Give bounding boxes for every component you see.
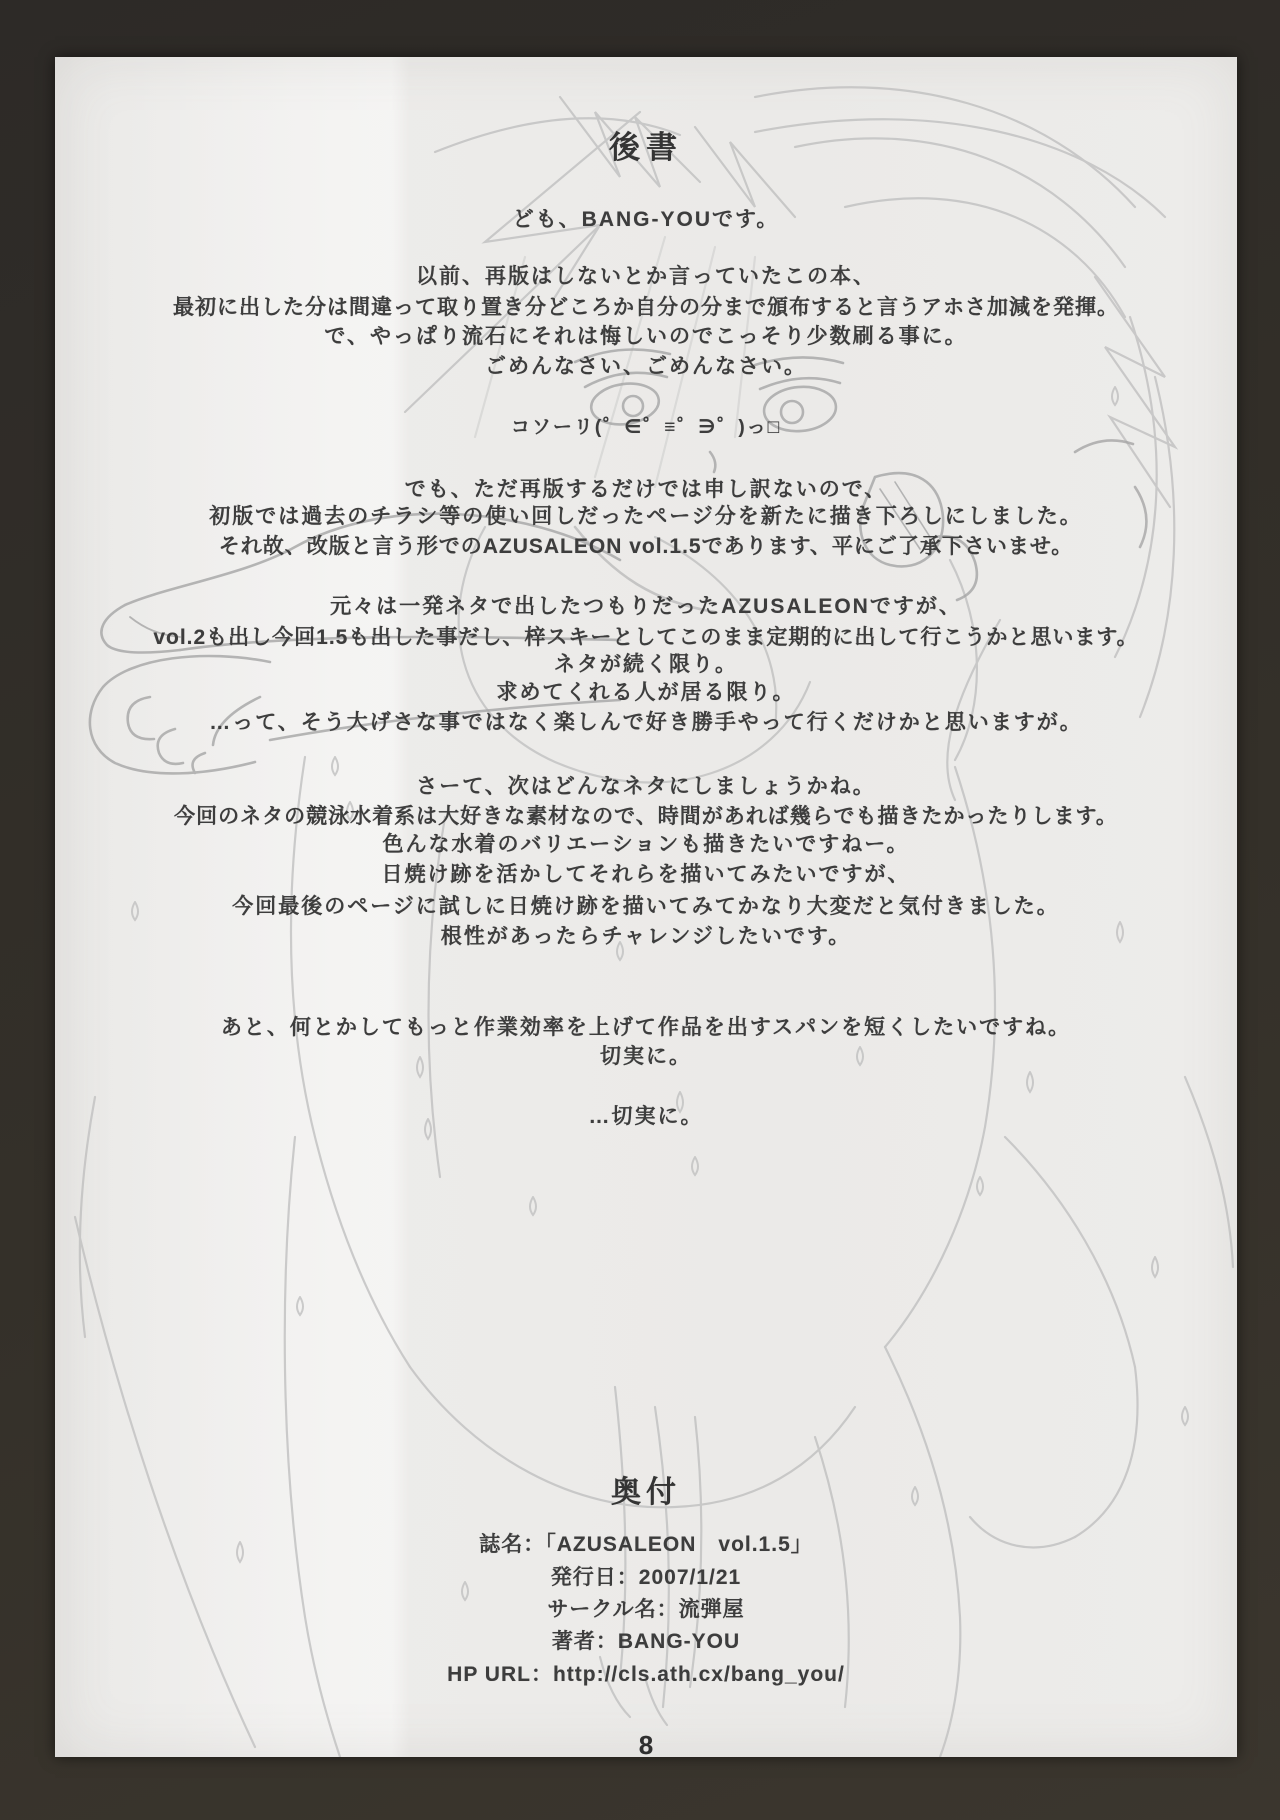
afterword-emoticon: コソーリ(゜∈゜≡゜∋゜)っ□ [510, 417, 782, 438]
afterword-line: 最初に出した分は間違って取り置き分どころか自分の分まで頒布すると言うアホさ加減を発揮。 [173, 296, 1119, 319]
colophon-author: 著者：BANG-YOU [551, 1630, 741, 1653]
afterword-line: 以前、再版はしないとか言っていたこの本、 [416, 265, 876, 288]
afterword-line: でも、ただ再版するだけでは申し訳ないので、 [404, 478, 888, 501]
afterword-title: 後書 [609, 130, 683, 165]
colophon-title: 奥付 [611, 1476, 681, 1509]
afterword-line: それ故、改版と言う形でのAZUSALEON vol.1.5であります、平にご了承下さいませ。 [218, 535, 1074, 558]
afterword-line: で、やっぱり流石にそれは悔しいのでこっそり少数刷る事に。 [324, 325, 968, 348]
afterword-line: ネタが続く限り。 [554, 653, 738, 676]
afterword-line: vol.2も出し今回1.5も出した事だし、梓スキーとしてこのまま定期的に出して行こうかと思います。 [153, 626, 1139, 649]
afterword-line: 今回最後のページに試しに日焼け跡を描いてみてかなり大変だと気付きました。 [232, 895, 1060, 918]
afterword-line: 求めてくれる人が居る限り。 [496, 681, 796, 704]
afterword-line: 日焼け跡を活かしてそれらを描いてみたいですが、 [381, 863, 911, 886]
afterword-line: …って、そう大げさな事ではなく楽しんで好き勝手やって行くだけかと思いますが。 [209, 711, 1083, 734]
afterword-line: 根性があったらチャレンジしたいです。 [440, 925, 852, 948]
colophon-book-title: 誌名：「AZUSALEON vol.1.5」 [479, 1533, 813, 1556]
afterword-line: 初版では過去のチラシ等の使い回しだったページ分を新たに描き下ろしにしました。 [209, 505, 1083, 528]
afterword-line-greeting: ども、BANG-YOUです。 [512, 208, 780, 231]
afterword-line: 今回のネタの競泳水着系は大好きな素材なので、時間があれば幾らでも描きたかったりします。 [174, 805, 1118, 828]
afterword-line: あと、何とかしてもっと作業効率を上げて作品を出すスパンを短くしたいですね。 [220, 1016, 1072, 1039]
afterword-line: さーて、次はどんなネタにしましょうかね。 [416, 775, 876, 798]
afterword-line: ごめんなさい、ごめんなさい。 [485, 355, 807, 378]
afterword-line: 元々は一発ネタで出したつもりだったAZUSALEONですが、 [330, 595, 962, 618]
colophon-publish-date: 発行日：2007/1/21 [550, 1566, 742, 1589]
colophon-circle-name: サークル名：流弾屋 [547, 1598, 745, 1621]
colophon-homepage-url: HP URL：http://cls.ath.cx/bang_you/ [447, 1663, 845, 1686]
afterword-line: 切実に。 [600, 1045, 692, 1068]
afterword-line: 色んな水着のバリエーションも描きたいですねー。 [382, 833, 910, 856]
scanned-page [55, 57, 1237, 1760]
afterword-line: …切実に。 [588, 1105, 704, 1128]
page-number: 8 [638, 1730, 654, 1760]
